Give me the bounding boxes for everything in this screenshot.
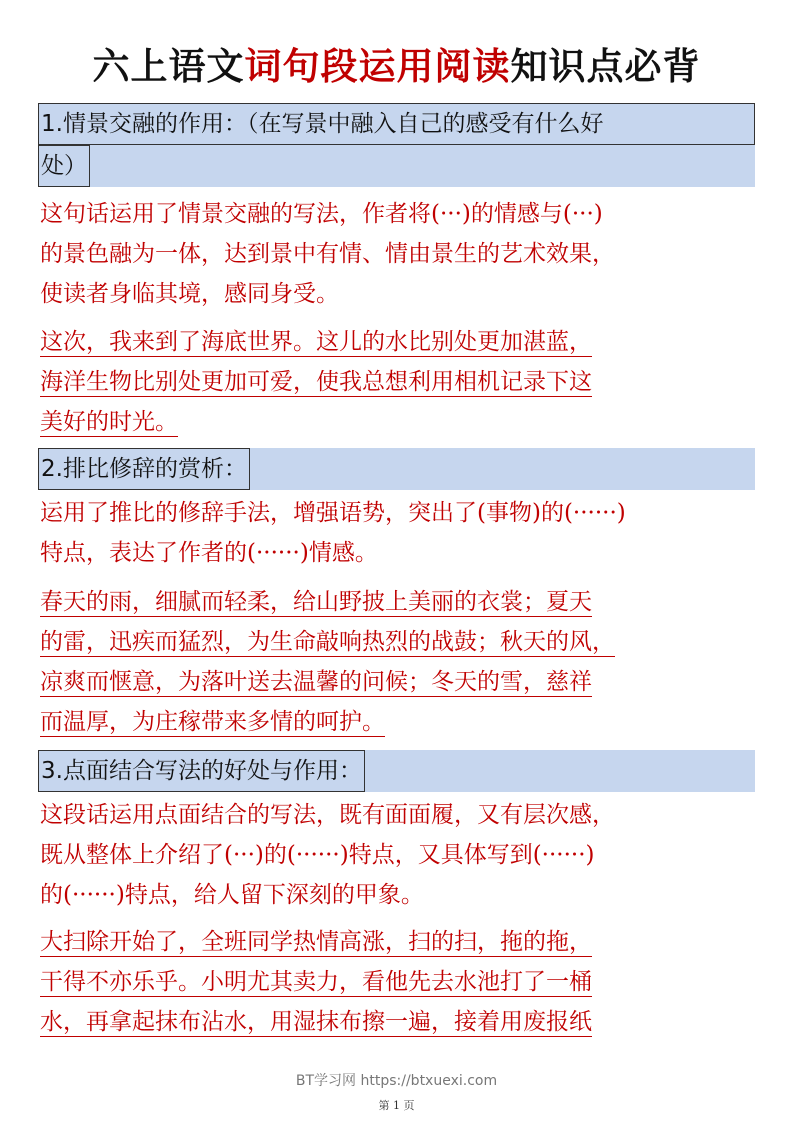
- section-3-heading-line-1: 3.点面结合写法的好处与作用：: [38, 750, 365, 792]
- example-line: 美好的时光。: [40, 409, 178, 435]
- example-line: 而温厚，为庄稼带来多情的呵护。: [40, 709, 385, 735]
- section-3-explanation: [40, 795, 756, 915]
- section-2-heading: [38, 448, 755, 490]
- explanation-line: 这句话运用了情景交融的写法，作者将(···)的情感与(···): [40, 201, 603, 227]
- example-line: 的雷，迅疾而猛烈，为生命敲响热烈的战鼓；秋天的风，: [40, 629, 615, 655]
- section-3-heading: [38, 750, 755, 792]
- title-part-1: 六上语文: [92, 45, 245, 88]
- section-1-heading-line-2: 处）: [38, 145, 90, 187]
- explanation-line: 的景色融为一体，达到景中有情、情由景生的艺术效果，: [40, 241, 615, 267]
- example-line: 凉爽而惬意，为落叶送去温馨的问候；冬天的雪，慈祥: [40, 669, 592, 695]
- example-line: 干得不亦乐乎。小明尤其卖力，看他先去水池打了一桶: [40, 969, 592, 995]
- page-title: [0, 44, 793, 90]
- footer-site-link[interactable]: BT学习网 https://btxuexi.com: [295, 1073, 498, 1089]
- example-line: 大扫除开始了，全班同学热情高涨，扫的扫，拖的拖，: [40, 929, 592, 955]
- explanation-line: 既从整体上介绍了(···)的(······)特点，又具体写到(······): [40, 842, 595, 868]
- example-line: 海洋生物比别处更加可爱，使我总想利用相机记录下这: [40, 369, 592, 395]
- title-part-3: 知识点必背: [510, 45, 701, 88]
- section-1-heading-line-1: 1.情景交融的作用：（在写景中融入自己的感受有什么好: [38, 103, 755, 145]
- title-part-2-highlight: 词句段运用阅读: [244, 45, 511, 88]
- example-line: 水，再拿起抹布沾水，用湿抹布擦一遍，接着用废报纸: [40, 1009, 592, 1035]
- explanation-line: 特点，表达了作者的(······)情感。: [40, 540, 378, 566]
- section-2-heading-line-1: 2.排比修辞的赏析：: [38, 448, 250, 490]
- example-line: 这次，我来到了海底世界。这儿的水比别处更加湛蓝，: [40, 329, 592, 355]
- section-1-explanation: [40, 194, 756, 314]
- section-1-example: [40, 322, 756, 442]
- explanation-line: 使读者身临其境，感同身受。: [40, 281, 339, 307]
- explanation-line: 运用了推比的修辞手法，增强语势，突出了(事物)的(······): [40, 500, 626, 526]
- section-2-example: [40, 582, 756, 742]
- explanation-line: 的(······)特点，给人留下深刻的甲象。: [40, 882, 424, 908]
- page-number: 第 1 页: [378, 1099, 415, 1112]
- explanation-line: 这段话运用点面结合的写法，既有面面履，又有层次感，: [40, 802, 615, 828]
- section-2-explanation: [40, 493, 756, 573]
- example-line: 春天的雨，细腻而轻柔，给山野披上美丽的衣裳；夏天: [40, 589, 592, 615]
- section-3-example: [40, 922, 756, 1042]
- section-1-heading: [38, 103, 755, 187]
